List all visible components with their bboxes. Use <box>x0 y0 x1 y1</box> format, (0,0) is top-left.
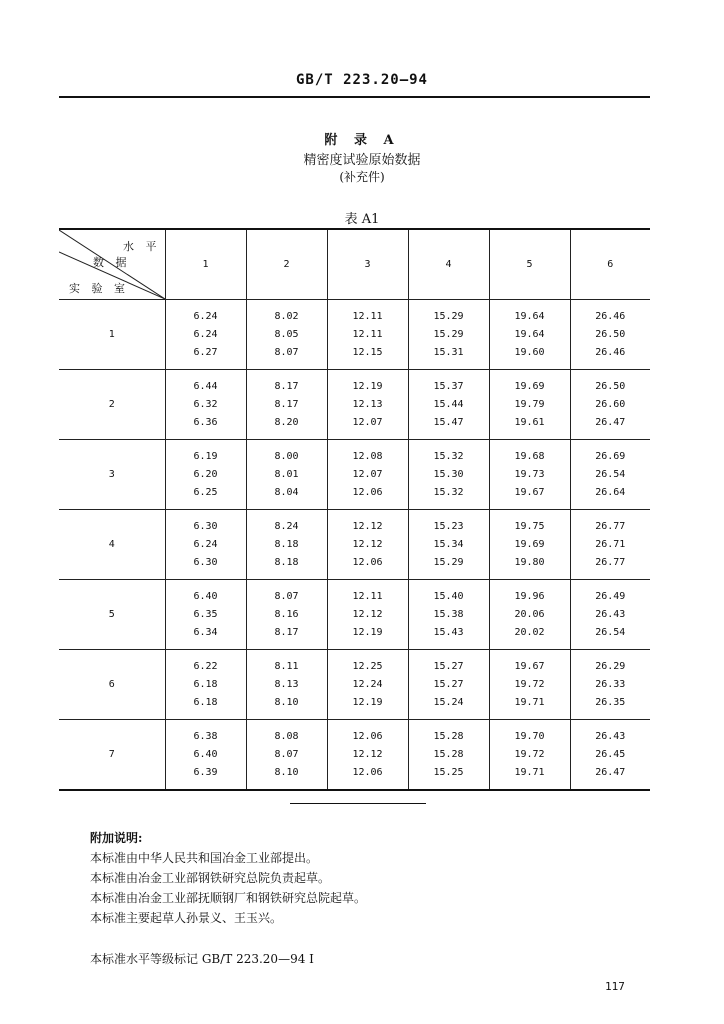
notes-line: 本标准主要起草人孙景义、王玉兴。 <box>90 911 283 925</box>
result-cell <box>489 440 570 510</box>
measurement-value: 15.34 <box>433 538 464 550</box>
measurement-value: 15.25 <box>433 766 464 778</box>
measurement-value: 26.77 <box>595 520 626 532</box>
measurement-value: 8.07 <box>274 590 299 602</box>
column-header-level-6: 6 <box>570 229 650 300</box>
result-cell <box>570 650 650 720</box>
result-cell <box>570 300 650 370</box>
table-row <box>59 580 650 650</box>
measurement-value: 8.20 <box>274 416 299 428</box>
measurement-value: 26.45 <box>595 748 626 760</box>
measurement-value: 12.06 <box>352 486 383 498</box>
measurement-value: 26.43 <box>595 608 626 620</box>
measurement-value: 15.28 <box>433 730 464 742</box>
lab-number-cell: 5 <box>59 580 165 650</box>
notes-title: 附加说明: <box>90 831 143 845</box>
result-cell <box>408 650 489 720</box>
result-cell <box>570 370 650 440</box>
measurement-value: 8.11 <box>274 660 299 672</box>
lab-number-cell: 6 <box>59 650 165 720</box>
measurement-value: 8.13 <box>274 678 299 690</box>
measurement-value: 8.00 <box>274 450 299 462</box>
result-cell <box>327 300 408 370</box>
measurement-value: 8.02 <box>274 310 299 322</box>
measurement-value: 6.24 <box>193 538 218 550</box>
measurement-value: 15.27 <box>433 660 464 672</box>
measurement-value: 19.71 <box>514 766 545 778</box>
result-cell <box>408 300 489 370</box>
measurement-value: 6.30 <box>193 556 218 568</box>
measurement-value: 12.08 <box>352 450 383 462</box>
measurement-value: 12.19 <box>352 696 383 708</box>
measurement-value: 19.69 <box>514 538 545 550</box>
measurement-value: 8.18 <box>274 538 299 550</box>
precision-data-table <box>59 228 650 791</box>
measurement-value: 8.17 <box>274 398 299 410</box>
measurement-value: 6.30 <box>193 520 218 532</box>
lab-number-cell: 1 <box>59 300 165 370</box>
result-cell <box>246 300 327 370</box>
measurement-value: 6.27 <box>193 346 218 358</box>
measurement-value: 19.70 <box>514 730 545 742</box>
measurement-value: 6.34 <box>193 626 218 638</box>
measurement-value: 15.29 <box>433 328 464 340</box>
measurement-value: 19.80 <box>514 556 545 568</box>
appendix-subtitle: 精密度试验原始数据 <box>303 153 421 168</box>
corner-header-cell <box>59 229 165 300</box>
column-header-level-2: 2 <box>246 229 327 300</box>
appendix-title: 附 录 A <box>324 133 400 148</box>
measurement-value: 19.79 <box>514 398 545 410</box>
measurement-value: 6.44 <box>193 380 218 392</box>
measurement-value: 12.06 <box>352 766 383 778</box>
measurement-value: 26.54 <box>595 468 626 480</box>
measurement-value: 15.43 <box>433 626 464 638</box>
measurement-value: 6.36 <box>193 416 218 428</box>
table-row <box>59 650 650 720</box>
table-body <box>59 300 650 791</box>
measurement-value: 12.25 <box>352 660 383 672</box>
measurement-value: 26.77 <box>595 556 626 568</box>
result-cell <box>246 510 327 580</box>
measurement-value: 19.67 <box>514 486 545 498</box>
measurement-value: 6.24 <box>193 310 218 322</box>
measurement-value: 19.64 <box>514 328 545 340</box>
standard-number-header: GB/T 223.20—94 <box>295 72 428 88</box>
measurement-value: 8.17 <box>274 626 299 638</box>
measurement-value: 26.69 <box>595 450 626 462</box>
result-cell <box>408 370 489 440</box>
result-cell <box>570 510 650 580</box>
measurement-value: 8.08 <box>274 730 299 742</box>
result-cell <box>408 580 489 650</box>
column-header-level-3: 3 <box>327 229 408 300</box>
measurement-value: 26.47 <box>595 766 626 778</box>
measurement-value: 12.11 <box>352 590 383 602</box>
measurement-value: 12.19 <box>352 626 383 638</box>
measurement-value: 8.16 <box>274 608 299 620</box>
result-cell <box>165 650 246 720</box>
result-cell <box>408 510 489 580</box>
measurement-value: 26.35 <box>595 696 626 708</box>
lab-number-cell: 4 <box>59 510 165 580</box>
measurement-value: 6.40 <box>193 748 218 760</box>
measurement-value: 6.24 <box>193 328 218 340</box>
result-cell <box>165 300 246 370</box>
table-header-row <box>59 229 650 300</box>
measurement-value: 12.11 <box>352 328 383 340</box>
table-row <box>59 440 650 510</box>
measurement-value: 15.31 <box>433 346 464 358</box>
measurement-value: 19.64 <box>514 310 545 322</box>
result-cell <box>489 300 570 370</box>
result-cell <box>570 440 650 510</box>
result-cell <box>489 580 570 650</box>
measurement-value: 6.20 <box>193 468 218 480</box>
result-cell <box>408 440 489 510</box>
measurement-value: 15.27 <box>433 678 464 690</box>
corner-level-label: 水 平 <box>123 240 161 253</box>
measurement-value: 12.12 <box>352 748 383 760</box>
measurement-value: 20.02 <box>514 626 545 638</box>
measurement-value: 15.23 <box>433 520 464 532</box>
result-cell <box>489 720 570 791</box>
result-cell <box>327 720 408 791</box>
result-cell <box>165 440 246 510</box>
measurement-value: 6.19 <box>193 450 218 462</box>
result-cell <box>327 580 408 650</box>
measurement-value: 12.07 <box>352 468 383 480</box>
measurement-value: 26.43 <box>595 730 626 742</box>
result-cell <box>246 370 327 440</box>
result-cell <box>165 580 246 650</box>
measurement-value: 15.38 <box>433 608 464 620</box>
table-caption: 表 A1 <box>344 212 380 227</box>
result-cell <box>327 650 408 720</box>
table-row <box>59 300 650 370</box>
result-cell <box>408 720 489 791</box>
measurement-value: 26.49 <box>595 590 626 602</box>
measurement-value: 8.07 <box>274 748 299 760</box>
measurement-value: 19.67 <box>514 660 545 672</box>
measurement-value: 26.46 <box>595 310 626 322</box>
result-cell <box>489 370 570 440</box>
measurement-value: 15.29 <box>433 310 464 322</box>
measurement-value: 8.04 <box>274 486 299 498</box>
result-cell <box>165 510 246 580</box>
measurement-value: 26.60 <box>595 398 626 410</box>
measurement-value: 8.01 <box>274 468 299 480</box>
measurement-value: 12.12 <box>352 520 383 532</box>
result-cell <box>165 720 246 791</box>
measurement-value: 19.96 <box>514 590 545 602</box>
measurement-value: 12.11 <box>352 310 383 322</box>
additional-notes <box>90 828 366 928</box>
measurement-value: 12.15 <box>352 346 383 358</box>
measurement-value: 15.47 <box>433 416 464 428</box>
measurement-value: 19.72 <box>514 678 545 690</box>
measurement-value: 26.71 <box>595 538 626 550</box>
measurement-value: 15.40 <box>433 590 464 602</box>
measurement-value: 15.44 <box>433 398 464 410</box>
appendix-note: (补充件) <box>339 170 385 184</box>
measurement-value: 8.24 <box>274 520 299 532</box>
result-cell <box>246 440 327 510</box>
measurement-value: 26.29 <box>595 660 626 672</box>
measurement-value: 19.73 <box>514 468 545 480</box>
notes-line: 本标准由中华人民共和国冶金工业部提出。 <box>90 851 319 865</box>
measurement-value: 6.18 <box>193 696 218 708</box>
notes-line: 本标准由冶金工业部钢铁研究总院负责起草。 <box>90 871 331 885</box>
standard-level-mark: 本标准水平等级标记 GB/T 223.20—94 I <box>90 952 314 966</box>
lab-number-cell: 3 <box>59 440 165 510</box>
measurement-value: 19.60 <box>514 346 545 358</box>
measurement-value: 6.18 <box>193 678 218 690</box>
measurement-value: 6.32 <box>193 398 218 410</box>
measurement-value: 12.06 <box>352 556 383 568</box>
measurement-value: 15.24 <box>433 696 464 708</box>
measurement-value: 19.72 <box>514 748 545 760</box>
measurement-value: 15.28 <box>433 748 464 760</box>
result-cell <box>327 440 408 510</box>
measurement-value: 19.69 <box>514 380 545 392</box>
measurement-value: 6.38 <box>193 730 218 742</box>
lab-number-cell: 7 <box>59 720 165 791</box>
corner-lab-label: 实 验 室 <box>69 282 129 295</box>
result-cell <box>327 370 408 440</box>
measurement-value: 8.18 <box>274 556 299 568</box>
measurement-value: 15.29 <box>433 556 464 568</box>
measurement-value: 12.24 <box>352 678 383 690</box>
page-number: 117 <box>605 980 625 993</box>
result-cell <box>570 580 650 650</box>
measurement-value: 19.75 <box>514 520 545 532</box>
measurement-value: 12.13 <box>352 398 383 410</box>
column-header-level-1: 1 <box>165 229 246 300</box>
measurement-value: 6.35 <box>193 608 218 620</box>
result-cell <box>246 650 327 720</box>
measurement-value: 8.10 <box>274 766 299 778</box>
measurement-value: 26.54 <box>595 626 626 638</box>
notes-line: 本标准由冶金工业部抚顺钢厂和钢铁研究总院起草。 <box>90 891 367 905</box>
measurement-value: 12.12 <box>352 538 383 550</box>
measurement-value: 26.50 <box>595 328 626 340</box>
measurement-value: 8.10 <box>274 696 299 708</box>
measurement-value: 19.68 <box>514 450 545 462</box>
measurement-value: 26.46 <box>595 346 626 358</box>
measurement-value: 6.39 <box>193 766 218 778</box>
measurement-value: 19.71 <box>514 696 545 708</box>
table-row <box>59 720 650 791</box>
measurement-value: 15.30 <box>433 468 464 480</box>
measurement-value: 26.50 <box>595 380 626 392</box>
table-row <box>59 510 650 580</box>
measurement-value: 12.07 <box>352 416 383 428</box>
measurement-value: 26.64 <box>595 486 626 498</box>
result-cell <box>246 580 327 650</box>
column-header-level-5: 5 <box>489 229 570 300</box>
measurement-value: 26.47 <box>595 416 626 428</box>
measurement-value: 8.05 <box>274 328 299 340</box>
result-cell <box>327 510 408 580</box>
measurement-value: 8.07 <box>274 346 299 358</box>
table-row <box>59 370 650 440</box>
measurement-value: 12.19 <box>352 380 383 392</box>
measurement-value: 19.61 <box>514 416 545 428</box>
result-cell <box>165 370 246 440</box>
measurement-value: 15.37 <box>433 380 464 392</box>
result-cell <box>489 650 570 720</box>
lab-number-cell: 2 <box>59 370 165 440</box>
corner-data-label: 数 据 <box>93 256 131 269</box>
measurement-value: 12.12 <box>352 608 383 620</box>
measurement-value: 26.33 <box>595 678 626 690</box>
result-cell <box>246 720 327 791</box>
measurement-value: 20.06 <box>514 608 545 620</box>
measurement-value: 15.32 <box>433 450 464 462</box>
column-header-level-4: 4 <box>408 229 489 300</box>
measurement-value: 15.32 <box>433 486 464 498</box>
measurement-value: 8.17 <box>274 380 299 392</box>
measurement-value: 6.40 <box>193 590 218 602</box>
result-cell <box>489 510 570 580</box>
header-rule <box>59 96 650 98</box>
measurement-value: 12.06 <box>352 730 383 742</box>
measurement-value: 6.25 <box>193 486 218 498</box>
measurement-value: 6.22 <box>193 660 218 672</box>
result-cell <box>570 720 650 791</box>
end-of-table-rule <box>290 803 426 804</box>
